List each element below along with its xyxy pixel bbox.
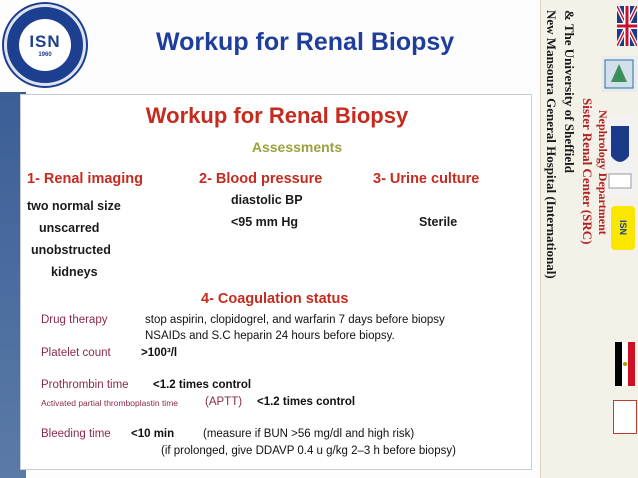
- platelet-value: >100³/l: [141, 347, 178, 359]
- bleeding-time-note: (measure if BUN >56 mg/dl and high risk): [203, 428, 415, 440]
- drug-therapy-line: stop aspirin, clopidogrel, and warfarin 7 days before biopsy: [145, 314, 445, 326]
- heading-blood-pressure: 2- Blood pressure: [199, 171, 323, 187]
- institution-sidebar: [540, 0, 638, 478]
- sidebar-hospital-name: New Mansoura General Hospital (International): [544, 10, 559, 279]
- heading-urine-culture: 3- Urine culture: [373, 171, 480, 187]
- aptt-abbr: (APTT): [205, 396, 243, 408]
- heading-coagulation: 4- Coagulation status: [201, 291, 349, 307]
- isn-logo-text: ISN: [29, 32, 61, 51]
- isn-badge: [611, 206, 635, 250]
- imaging-line: kidneys: [51, 265, 98, 279]
- drug-therapy-line: NSAIDs and S.C heparin 24 hours before biopsy.: [145, 330, 395, 342]
- assessments-heading: Assessments: [251, 139, 343, 155]
- imaging-line: unscarred: [39, 221, 100, 235]
- uk-flag-icon: [617, 6, 637, 46]
- aptt-value: <1.2 times control: [257, 396, 356, 408]
- sidebar-center-name: Sister Renal Center (SRC): [580, 98, 595, 245]
- imaging-line: unobstructed: [31, 243, 111, 257]
- university-seal-icon: [601, 56, 637, 92]
- bleeding-time-note-2: (if prolonged, give DDAVP 0.4 u g/kg 2–3 h before biopsy): [161, 445, 456, 457]
- isn-logo: [4, 4, 86, 86]
- card-title: Workup for Renal Biopsy: [145, 103, 409, 128]
- isn-logo-center: [19, 19, 71, 71]
- bleeding-time-label: Bleeding time: [41, 428, 111, 440]
- urine-value: Sterile: [419, 215, 458, 229]
- prothrombin-label: Prothrombin time: [41, 379, 129, 391]
- egypt-flag-icon: [615, 342, 635, 386]
- bleeding-time-value: <10 min: [131, 428, 175, 440]
- bp-line: diastolic BP: [231, 193, 303, 207]
- platelet-label: Platelet count: [41, 347, 111, 359]
- sidebar-department: Nephrology Department: [596, 110, 610, 235]
- bp-line: <95 mm Hg: [231, 215, 299, 229]
- aptt-label: Activated partial thromboplastin time: [41, 398, 179, 408]
- sidebar-university: & The University of Sheffield: [562, 10, 577, 173]
- heading-renal-imaging: 1- Renal imaging: [27, 171, 144, 187]
- prothrombin-value: <1.2 times control: [153, 379, 252, 391]
- drug-therapy-label: Drug therapy: [41, 314, 108, 326]
- content-card: [20, 94, 532, 470]
- page-title: Workup for Renal Biopsy: [156, 28, 455, 56]
- hospital-logo-icon: [613, 400, 637, 434]
- isn-badge-text: ISN: [618, 220, 628, 236]
- imaging-line: two normal size: [27, 199, 121, 213]
- isn-logo-year: 1960: [38, 52, 52, 58]
